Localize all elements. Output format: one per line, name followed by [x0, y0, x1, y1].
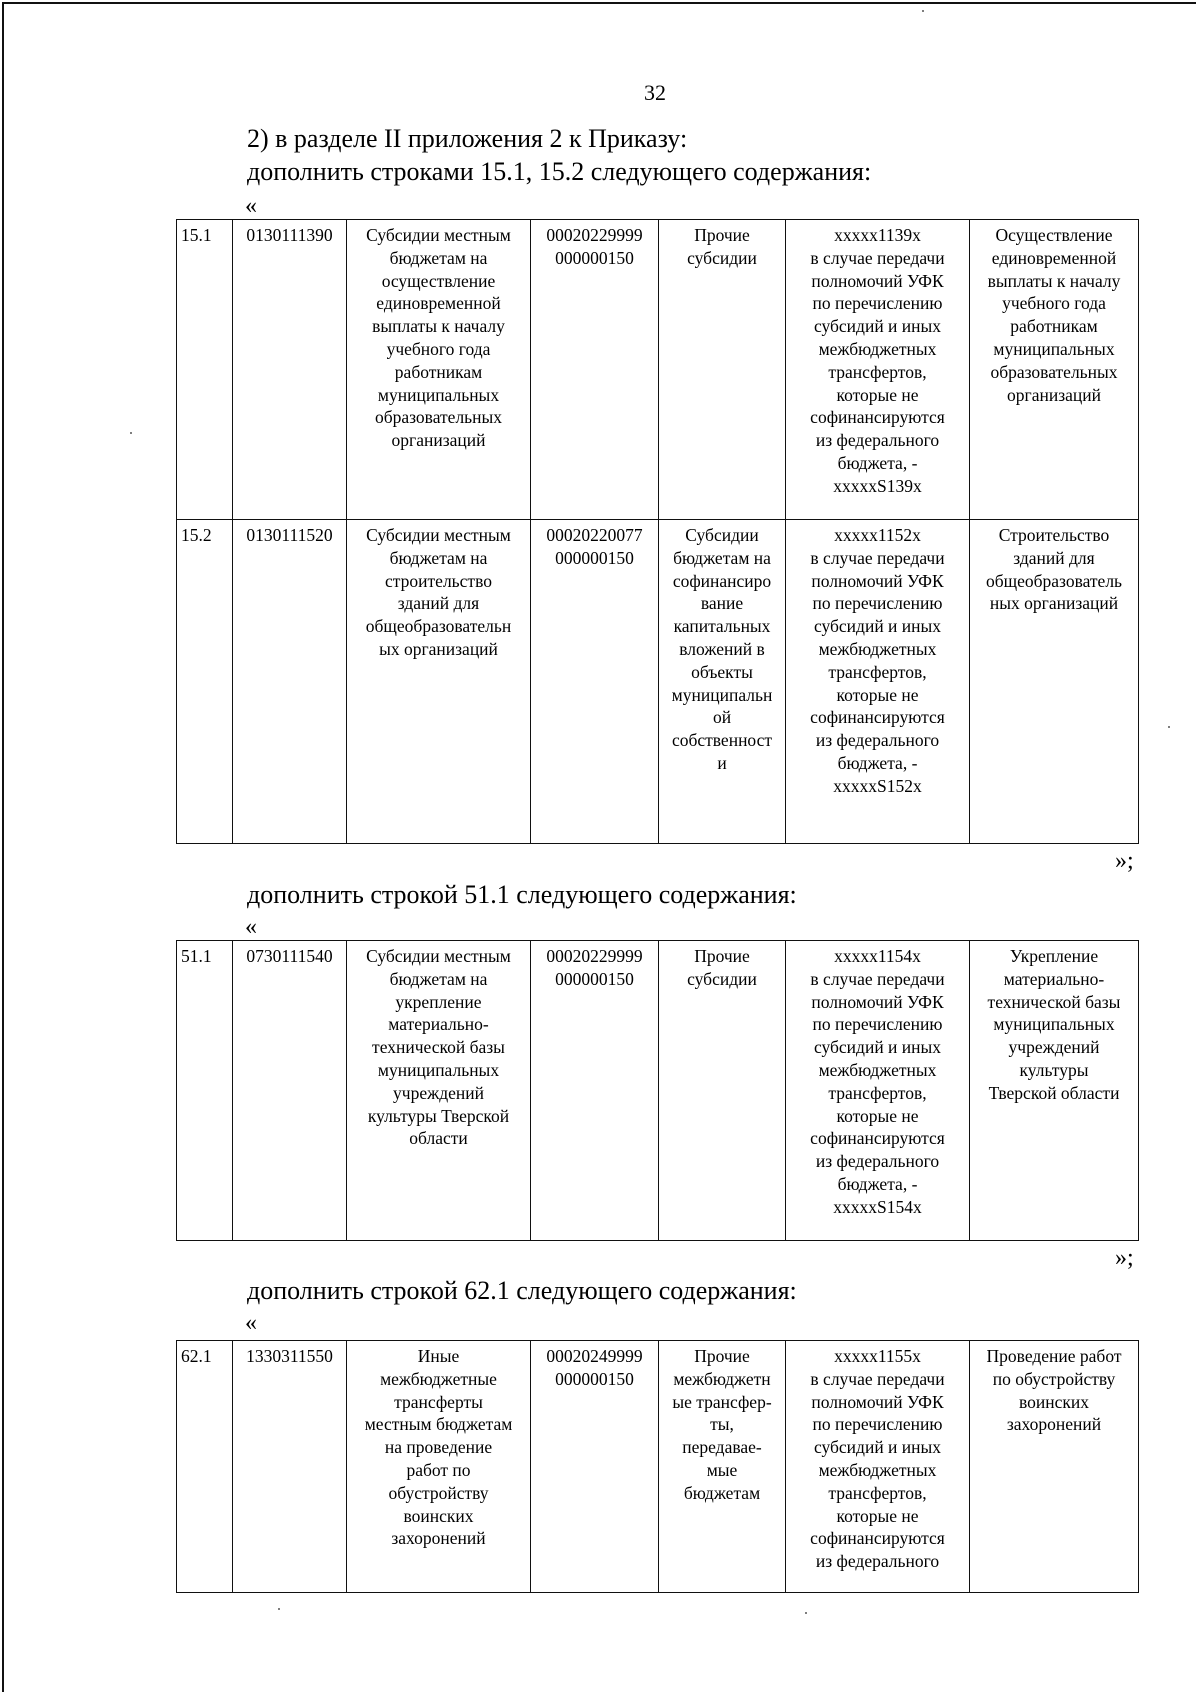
close-quote-1: »;: [1115, 848, 1134, 874]
row-budget-code: 00020220077 000000150: [531, 520, 659, 844]
open-quote-2: «: [245, 914, 257, 940]
row-code: 1330311550: [233, 1341, 347, 1593]
row-number: 15.1: [177, 220, 233, 520]
row-purpose: Проведение работ по обустройству воинских захоронений: [970, 1341, 1139, 1593]
row-purpose: Строительство зданий для общеобразователь ных организаций: [970, 520, 1139, 844]
row-detail: xxxxx1152x в случае передачи полномочий УФК по перечислению субсидий и иных межбюджетных трансфертов, которые не софинансируются из федерального бюджета, - xxxxxS152x: [786, 520, 970, 844]
open-quote-1: «: [245, 193, 257, 219]
table-rows-15: [176, 219, 1139, 844]
row-budget-code: 00020229999 000000150: [531, 941, 659, 1241]
page-number: 32: [644, 80, 666, 105]
section-heading-62: дополнить строкой 62.1 следующего содержания:: [247, 1276, 797, 1305]
row-detail: xxxxx1139x в случае передачи полномочий УФК по перечислению субсидий и иных межбюджетных трансфертов, которые не софинансируются из федерального бюджета, - xxxxxS139x: [786, 220, 970, 520]
intro-line-2: дополнить строками 15.1, 15.2 следующего содержания:: [247, 157, 872, 186]
row-code: 0730111540: [233, 941, 347, 1241]
row-name: Иные межбюджетные трансферты местным бюджетам на проведение работ по обустройству воинских захоронений: [347, 1341, 531, 1593]
row-type: Прочие субсидии: [659, 220, 786, 520]
row-budget-code: 00020249999 000000150: [531, 1341, 659, 1593]
row-number: 62.1: [177, 1341, 233, 1593]
row-type: Субсидии бюджетам на софинансиро вание капитальных вложений в объекты муниципальн ой собственност и: [659, 520, 786, 844]
scan-speck: [278, 1608, 280, 1610]
row-code: 0130111390: [233, 220, 347, 520]
table-row: [177, 520, 1139, 844]
intro-line-1: 2) в разделе II приложения 2 к Приказу:: [247, 124, 688, 153]
open-quote-3: «: [245, 1310, 257, 1336]
section-heading-51: дополнить строкой 51.1 следующего содержания:: [247, 880, 797, 909]
row-name: Субсидии местным бюджетам на строительство зданий для общеобразовательн ых организаций: [347, 520, 531, 844]
table-row-62: [176, 1340, 1139, 1593]
row-purpose: Осуществление единовременной выплаты к началу учебного года работникам муниципальных образовательных организаций: [970, 220, 1139, 520]
row-detail: xxxxx1154x в случае передачи полномочий УФК по перечислению субсидий и иных межбюджетных трансфертов, которые не софинансируются из федерального бюджета, - xxxxxS154x: [786, 941, 970, 1241]
scan-speck: [922, 10, 924, 12]
row-purpose: Укрепление материально- технической базы муниципальных учреждений культуры Тверской области: [970, 941, 1139, 1241]
table-row: [177, 220, 1139, 520]
scan-speck: [1168, 726, 1170, 728]
table-row-51: [176, 940, 1139, 1241]
row-code: 0130111520: [233, 520, 347, 844]
scan-speck: [805, 1612, 807, 1614]
row-name: Субсидии местным бюджетам на укрепление материально- технической базы муниципальных учреждений культуры Тверской области: [347, 941, 531, 1241]
row-number: 51.1: [177, 941, 233, 1241]
scan-speck: [130, 432, 132, 434]
row-budget-code: 00020229999 000000150: [531, 220, 659, 520]
close-quote-2: »;: [1115, 1245, 1134, 1271]
row-type: Прочие субсидии: [659, 941, 786, 1241]
row-name: Субсидии местным бюджетам на осуществление единовременной выплаты к началу учебного года работникам муниципальных образовательных организаций: [347, 220, 531, 520]
row-detail: xxxxx1155x в случае передачи полномочий УФК по перечислению субсидий и иных межбюджетных трансфертов, которые не софинансируются из федерального: [786, 1341, 970, 1593]
table-row: [177, 1341, 1139, 1593]
row-number: 15.2: [177, 520, 233, 844]
table-row: [177, 941, 1139, 1241]
row-type: Прочие межбюджетн ые трансфер- ты, передавае- мые бюджетам: [659, 1341, 786, 1593]
